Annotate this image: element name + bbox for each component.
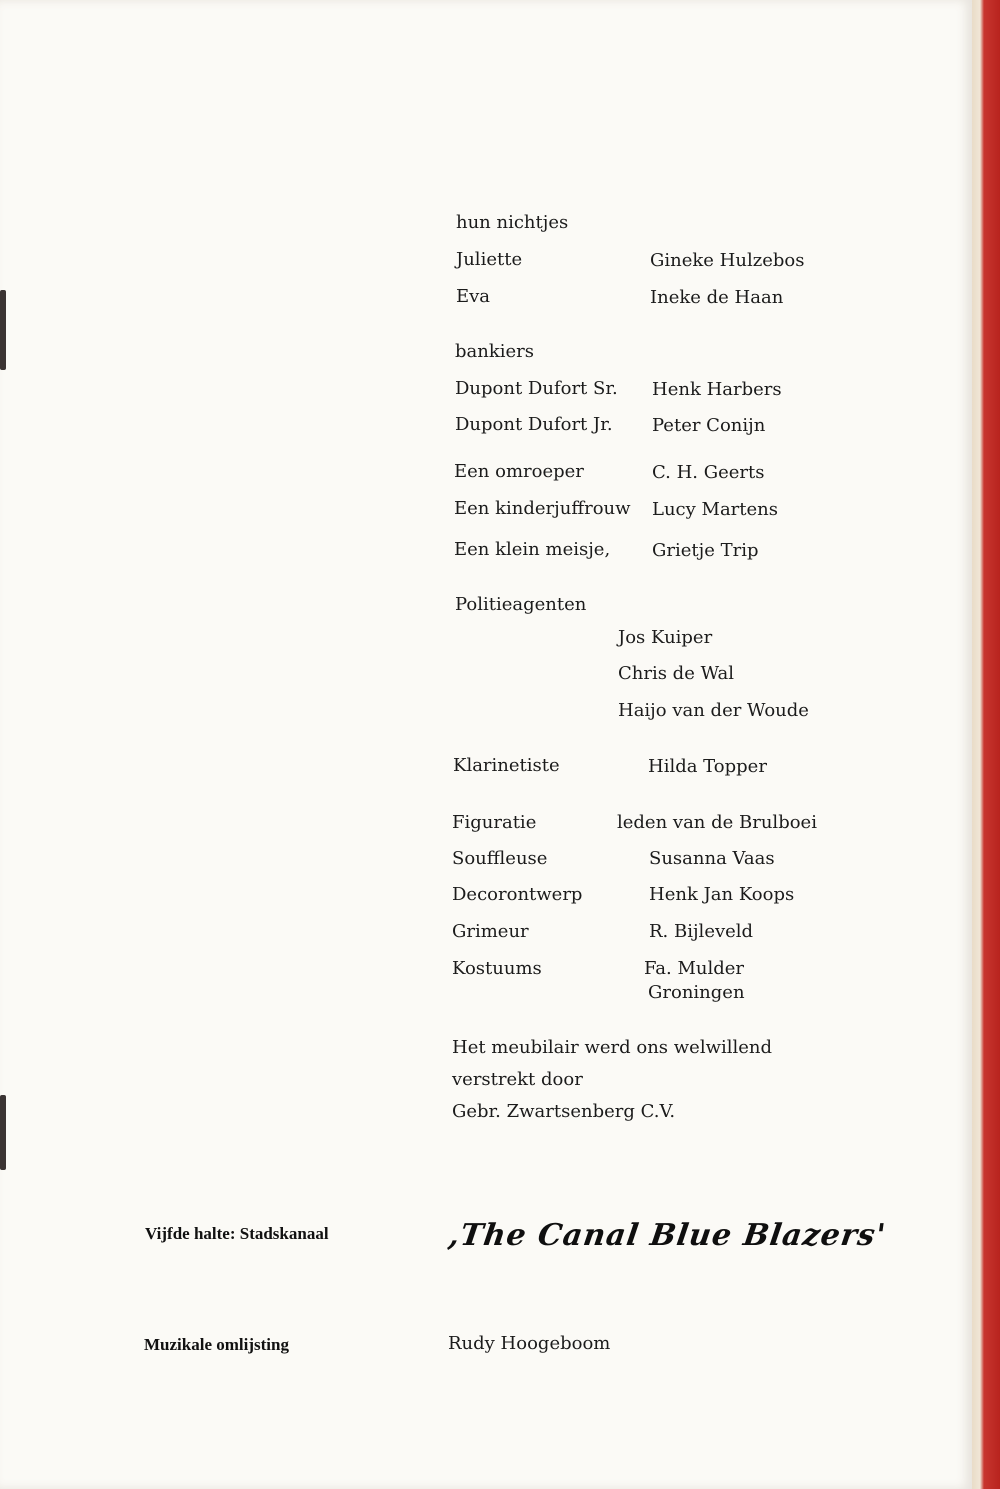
crew-grimeur-value: R. Bijleveld — [649, 921, 754, 942]
crew-souffleuse-value: Susanna Vaas — [649, 848, 775, 869]
actor-dufort-jr: Peter Conijn — [652, 415, 766, 436]
section-heading-politie: Politieagenten — [455, 594, 587, 615]
section-heading-bankiers: bankiers — [455, 341, 535, 362]
role-omroeper: Een omroeper — [454, 461, 584, 482]
crew-grimeur: Grimeur — [452, 921, 529, 942]
actor-klarinetiste: Hilda Topper — [648, 756, 767, 777]
crew-kostuums-value-2: Groningen — [648, 982, 745, 1003]
role-eva: Eva — [456, 286, 491, 307]
actor-juliette: Gineke Hulzebos — [650, 250, 805, 271]
role-kinderjuffrouw: Een kinderjuffrouw — [454, 498, 631, 519]
role-dufort-sr: Dupont Dufort Sr. — [455, 378, 618, 399]
actor-eva: Ineke de Haan — [650, 287, 784, 308]
actor-meisje: Grietje Trip — [652, 540, 759, 561]
crew-decorontwerp: Decorontwerp — [452, 884, 583, 905]
role-dufort-jr: Dupont Dufort Jr. — [455, 414, 613, 435]
music-value: Rudy Hoogeboom — [448, 1333, 611, 1354]
crew-figuratie: Figuratie — [452, 812, 537, 833]
crew-figuratie-value: leden van de Brulboei — [617, 812, 817, 833]
section-heading-nichtjes: hun nichtjes — [456, 212, 569, 233]
actor-kinderjuffrouw: Lucy Martens — [652, 499, 778, 520]
binding-mark — [0, 1095, 6, 1170]
crew-kostuums: Kostuums — [452, 958, 542, 979]
page-edge — [972, 0, 1000, 1489]
actor-politie-1: Jos Kuiper — [618, 627, 713, 648]
actor-dufort-sr: Henk Harbers — [652, 379, 782, 400]
stop-label: Vijfde halte: Stadskanaal — [145, 1224, 329, 1243]
role-meisje: Een klein meisje, — [454, 539, 611, 560]
binding-mark — [0, 290, 6, 370]
role-juliette: Juliette — [456, 249, 523, 270]
credits-line-2: verstrekt door — [452, 1069, 583, 1090]
music-label: Muzikale omlijsting — [144, 1335, 289, 1354]
role-klarinetiste: Klarinetiste — [453, 755, 560, 776]
credits-line-3: Gebr. Zwartsenberg C.V. — [452, 1101, 676, 1122]
crew-kostuums-value-1: Fa. Mulder — [644, 958, 745, 979]
actor-omroeper: C. H. Geerts — [652, 462, 765, 483]
credits-line-1: Het meubilair werd ons welwillend — [452, 1037, 773, 1058]
crew-souffleuse: Souffleuse — [452, 848, 548, 869]
band-name: ,The Canal Blue Blazers' — [446, 1218, 889, 1253]
actor-politie-3: Haijo van der Woude — [618, 700, 809, 721]
actor-politie-2: Chris de Wal — [618, 663, 735, 684]
crew-decorontwerp-value: Henk Jan Koops — [649, 884, 795, 905]
